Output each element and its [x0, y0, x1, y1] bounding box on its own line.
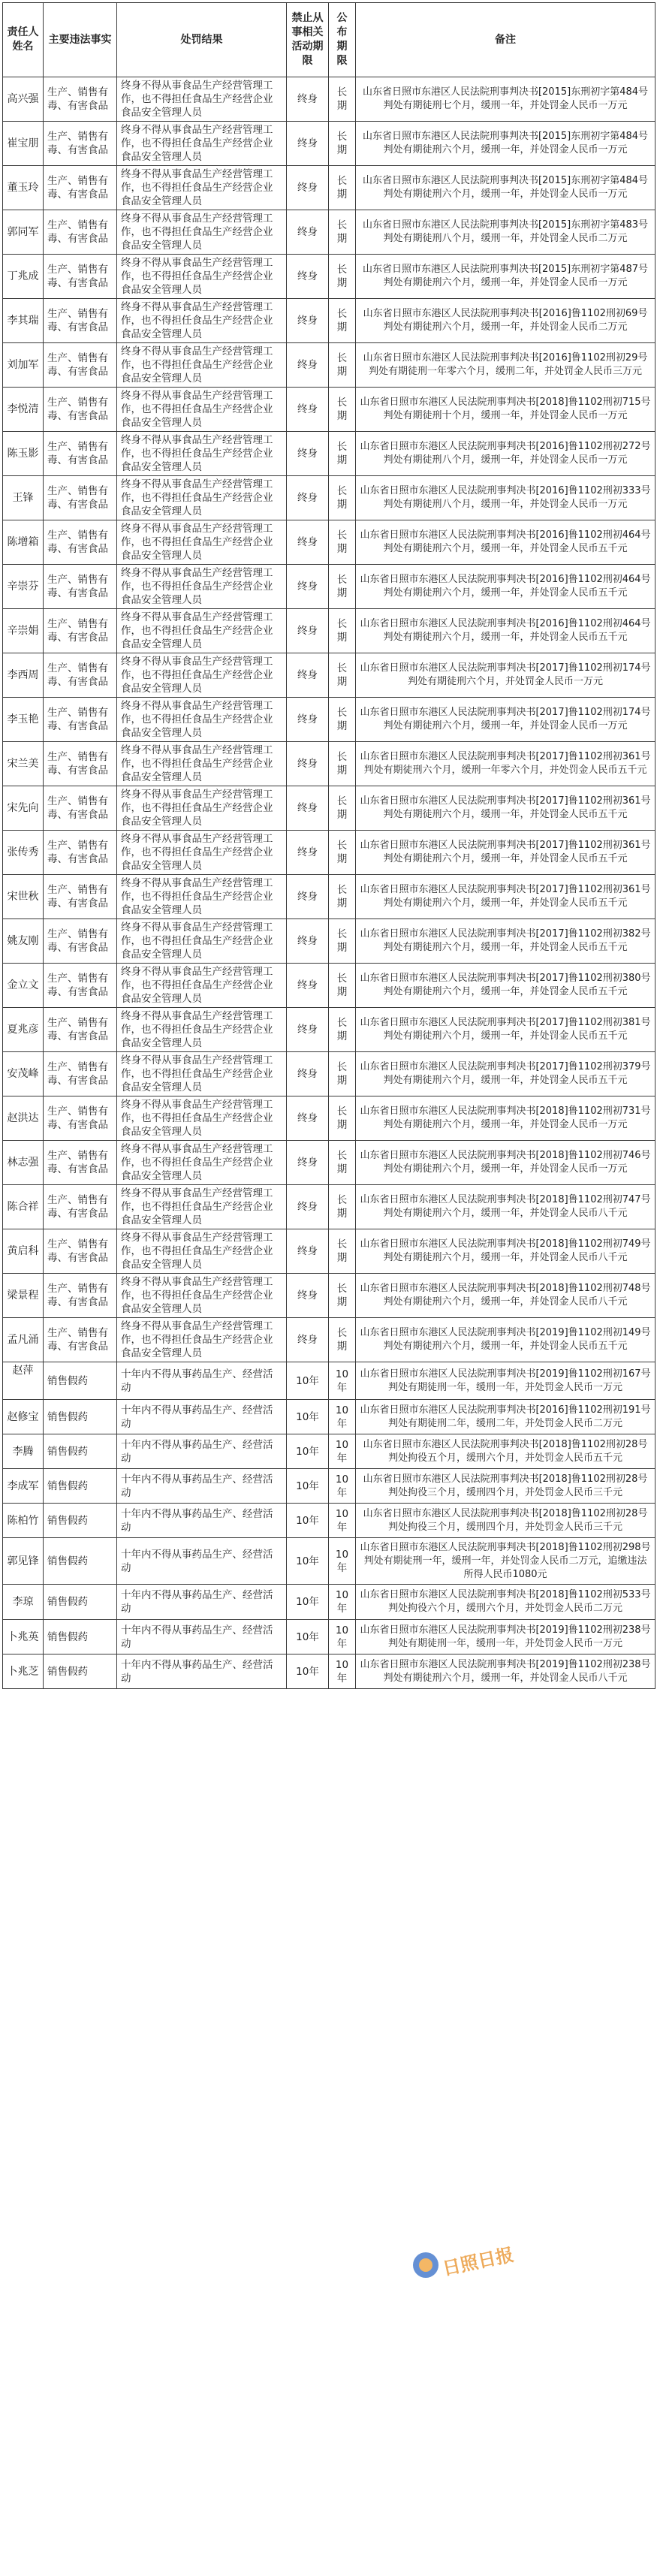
remark-text: 山东省日照市东港区人民法院刑事判决书[2016]鲁1102刑初69号判处有期徒刑六个月，缓刑一年，并处罚金人民币二万元 [356, 299, 655, 343]
publication-period: 长期 [329, 919, 356, 964]
violation-fact: 销售假药 [44, 1620, 117, 1654]
violation-fact: 生产、销售有毒、有害食品 [44, 77, 117, 122]
violation-fact: 生产、销售有毒、有害食品 [44, 255, 117, 299]
publication-period: 长期 [329, 343, 356, 388]
person-name: 李琼 [3, 1585, 44, 1620]
ban-period: 终身 [287, 1274, 329, 1318]
violation-fact: 生产、销售有毒、有害食品 [44, 698, 117, 742]
violation-fact: 销售假药 [44, 1504, 117, 1538]
person-name: 李腾 [3, 1434, 44, 1469]
header-public: 公布期限 [329, 3, 356, 77]
publication-period: 长期 [329, 122, 356, 166]
remark-text: 山东省日照市东港区人民法院刑事判决书[2018]鲁1102刑初746号判处有期徒刑六个月，缓刑一年，并处罚金人民币一万元 [356, 1141, 655, 1185]
ban-period: 终身 [287, 343, 329, 388]
penalty-result: 终身不得从事食品生产经营管理工作，也不得担任食品生产经营企业食品安全管理人员 [117, 476, 287, 520]
header-ban: 禁止从事相关活动期限 [287, 3, 329, 77]
violation-fact: 生产、销售有毒、有害食品 [44, 609, 117, 653]
table-row [3, 432, 655, 476]
table-row [3, 476, 655, 520]
remark-text: 山东省日照市东港区人民法院刑事判决书[2017]鲁1102刑初174号判处有期徒刑六个月，并处罚金人民币一万元 [356, 653, 655, 698]
ban-period: 10年 [287, 1362, 329, 1400]
penalty-result: 终身不得从事食品生产经营管理工作，也不得担任食品生产经营企业食品安全管理人员 [117, 1185, 287, 1229]
remark-text: 山东省日照市东港区人民法院刑事判决书[2017]鲁1102刑初381号判处有期徒刑六个月，缓刑一年，并处罚金人民币五千元 [356, 1008, 655, 1052]
violation-fact: 生产、销售有毒、有害食品 [44, 1318, 117, 1362]
person-name: 李玉艳 [3, 698, 44, 742]
penalty-result: 终身不得从事食品生产经营管理工作，也不得担任食品生产经营企业食品安全管理人员 [117, 210, 287, 255]
remark-text: 山东省日照市东港区人民法院刑事判决书[2016]鲁1102刑初272号判处有期徒刑八个月，缓刑一年，并处罚金人民币一万元 [356, 432, 655, 476]
ban-period: 终身 [287, 875, 329, 919]
remark-text: 山东省日照市东港区人民法院刑事判决书[2015]东刑初字第483号判处有期徒刑八个月，缓刑一年，并处罚金人民币二万元 [356, 210, 655, 255]
publication-period: 长期 [329, 1096, 356, 1141]
violation-fact: 生产、销售有毒、有害食品 [44, 1052, 117, 1096]
person-name: 赵萍 [3, 1362, 44, 1400]
violation-fact: 生产、销售有毒、有害食品 [44, 786, 117, 831]
table-row [3, 964, 655, 1008]
table-row [3, 786, 655, 831]
publication-period: 长期 [329, 432, 356, 476]
person-name: 黄启科 [3, 1229, 44, 1274]
table-row [3, 77, 655, 122]
remark-text: 山东省日照市东港区人民法院刑事判决书[2018]鲁1102刑初731号判处有期徒刑六个月，缓刑一年，并处罚金人民币一万元 [356, 1096, 655, 1141]
person-name: 丁兆成 [3, 255, 44, 299]
penalty-result: 终身不得从事食品生产经营管理工作，也不得担任食品生产经营企业食品安全管理人员 [117, 299, 287, 343]
table-row [3, 299, 655, 343]
penalty-result: 十年内不得从事药品生产、经营活动 [117, 1654, 287, 1689]
penalty-result: 终身不得从事食品生产经营管理工作，也不得担任食品生产经营企业食品安全管理人员 [117, 1052, 287, 1096]
ban-period: 终身 [287, 742, 329, 786]
publication-period: 10年 [329, 1654, 356, 1689]
penalty-result: 十年内不得从事药品生产、经营活动 [117, 1434, 287, 1469]
violation-fact: 销售假药 [44, 1538, 117, 1585]
person-name: 赵洪达 [3, 1096, 44, 1141]
table-row [3, 565, 655, 609]
violation-fact: 生产、销售有毒、有害食品 [44, 1141, 117, 1185]
penalty-result: 十年内不得从事药品生产、经营活动 [117, 1585, 287, 1620]
ban-period: 终身 [287, 77, 329, 122]
table-row [3, 1274, 655, 1318]
person-name: 李其瑞 [3, 299, 44, 343]
penalty-result: 终身不得从事食品生产经营管理工作，也不得担任食品生产经营企业食品安全管理人员 [117, 875, 287, 919]
ban-period: 终身 [287, 1141, 329, 1185]
remark-text: 山东省日照市东港区人民法院刑事判决书[2016]鲁1102刑初464号判处有期徒刑六个月，缓刑一年，并处罚金人民币五千元 [356, 565, 655, 609]
penalty-result: 终身不得从事食品生产经营管理工作，也不得担任食品生产经营企业食品安全管理人员 [117, 388, 287, 432]
ban-period: 终身 [287, 964, 329, 1008]
remark-text: 山东省日照市东港区人民法院刑事判决书[2017]鲁1102刑初361号判处有期徒刑六个月，缓刑一年零六个月，并处罚金人民币五千元 [356, 742, 655, 786]
penalty-result: 终身不得从事食品生产经营管理工作，也不得担任食品生产经营企业食品安全管理人员 [117, 919, 287, 964]
penalty-result: 终身不得从事食品生产经营管理工作，也不得担任食品生产经营企业食品安全管理人员 [117, 1318, 287, 1362]
penalty-result: 终身不得从事食品生产经营管理工作，也不得担任食品生产经营企业食品安全管理人员 [117, 1141, 287, 1185]
table-row [3, 122, 655, 166]
ban-period: 终身 [287, 388, 329, 432]
penalty-result: 终身不得从事食品生产经营管理工作，也不得担任食品生产经营企业食品安全管理人员 [117, 166, 287, 210]
table-row [3, 1400, 655, 1434]
penalty-result: 十年内不得从事药品生产、经营活动 [117, 1620, 287, 1654]
publication-period: 长期 [329, 653, 356, 698]
publication-period: 10年 [329, 1504, 356, 1538]
penalty-result: 终身不得从事食品生产经营管理工作，也不得担任食品生产经营企业食品安全管理人员 [117, 432, 287, 476]
penalty-result: 十年内不得从事药品生产、经营活动 [117, 1400, 287, 1434]
table-row [3, 875, 655, 919]
ban-period: 终身 [287, 1008, 329, 1052]
ban-period: 终身 [287, 476, 329, 520]
penalty-result: 十年内不得从事药品生产、经营活动 [117, 1362, 287, 1400]
person-name: 辛崇娟 [3, 609, 44, 653]
remark-text: 山东省日照市东港区人民法院刑事判决书[2016]鲁1102刑初191号判处有期徒刑二年，缓刑二年，并处罚金人民币二万元 [356, 1400, 655, 1434]
publication-period: 10年 [329, 1469, 356, 1504]
table-row [3, 1434, 655, 1469]
header-name: 责任人姓名 [3, 3, 44, 77]
person-name: 李成军 [3, 1469, 44, 1504]
publication-period: 长期 [329, 609, 356, 653]
table-row [3, 1469, 655, 1504]
penalty-result: 终身不得从事食品生产经营管理工作，也不得担任食品生产经营企业食品安全管理人员 [117, 964, 287, 1008]
violation-fact: 销售假药 [44, 1362, 117, 1400]
ban-period: 终身 [287, 299, 329, 343]
penalty-result: 终身不得从事食品生产经营管理工作，也不得担任食品生产经营企业食品安全管理人员 [117, 609, 287, 653]
person-name: 张传秀 [3, 831, 44, 875]
table-row [3, 1185, 655, 1229]
person-name: 董玉玲 [3, 166, 44, 210]
person-name: 陈玉影 [3, 432, 44, 476]
person-name: 李西周 [3, 653, 44, 698]
penalty-result: 终身不得从事食品生产经营管理工作，也不得担任食品生产经营企业食品安全管理人员 [117, 698, 287, 742]
violation-fact: 销售假药 [44, 1400, 117, 1434]
penalty-result: 终身不得从事食品生产经营管理工作，也不得担任食品生产经营企业食品安全管理人员 [117, 1229, 287, 1274]
remark-text: 山东省日照市东港区人民法院刑事判决书[2018]鲁1102刑初715号判处有期徒刑十个月，缓刑一年，并处罚金人民币一万元 [356, 388, 655, 432]
header-remark: 备注 [356, 3, 655, 77]
person-name: 李悦清 [3, 388, 44, 432]
penalty-result: 终身不得从事食品生产经营管理工作，也不得担任食品生产经营企业食品安全管理人员 [117, 122, 287, 166]
violation-fact: 生产、销售有毒、有害食品 [44, 210, 117, 255]
penalty-result: 终身不得从事食品生产经营管理工作，也不得担任食品生产经营企业食品安全管理人员 [117, 520, 287, 565]
penalty-result: 终身不得从事食品生产经营管理工作，也不得担任食品生产经营企业食品安全管理人员 [117, 255, 287, 299]
ban-period: 终身 [287, 122, 329, 166]
penalty-result: 终身不得从事食品生产经营管理工作，也不得担任食品生产经营企业食品安全管理人员 [117, 742, 287, 786]
remark-text: 山东省日照市东港区人民法院刑事判决书[2017]鲁1102刑初379号判处有期徒刑六个月，缓刑一年，并处罚金人民币五千元 [356, 1052, 655, 1096]
person-name: 卜兆芝 [3, 1654, 44, 1689]
person-name: 崔宝朋 [3, 122, 44, 166]
violation-fact: 生产、销售有毒、有害食品 [44, 565, 117, 609]
table-row [3, 1096, 655, 1141]
penalty-result: 十年内不得从事药品生产、经营活动 [117, 1538, 287, 1585]
table-row [3, 698, 655, 742]
person-name: 王锋 [3, 476, 44, 520]
person-name: 卜兆英 [3, 1620, 44, 1654]
person-name: 郭同军 [3, 210, 44, 255]
table-row [3, 919, 655, 964]
violation-fact: 生产、销售有毒、有害食品 [44, 476, 117, 520]
penalty-result: 终身不得从事食品生产经营管理工作，也不得担任食品生产经营企业食品安全管理人员 [117, 1274, 287, 1318]
person-name: 陈合祥 [3, 1185, 44, 1229]
table-row [3, 742, 655, 786]
publication-period: 长期 [329, 964, 356, 1008]
person-name: 姚友刚 [3, 919, 44, 964]
violation-fact: 生产、销售有毒、有害食品 [44, 166, 117, 210]
violation-fact: 生产、销售有毒、有害食品 [44, 1096, 117, 1141]
violation-fact: 销售假药 [44, 1654, 117, 1689]
violation-fact: 生产、销售有毒、有害食品 [44, 520, 117, 565]
penalty-result: 终身不得从事食品生产经营管理工作，也不得担任食品生产经营企业食品安全管理人员 [117, 343, 287, 388]
ban-period: 终身 [287, 255, 329, 299]
violation-fact: 销售假药 [44, 1434, 117, 1469]
remark-text: 山东省日照市东港区人民法院刑事判决书[2018]鲁1102刑初298号判处有期徒刑一年，缓刑一年，并处罚金人民币二万元，追缴违法所得人民币1080元 [356, 1538, 655, 1585]
publication-period: 长期 [329, 1229, 356, 1274]
table-row [3, 388, 655, 432]
table-row [3, 520, 655, 565]
publication-period: 长期 [329, 1185, 356, 1229]
publication-period: 10年 [329, 1585, 356, 1620]
person-name: 陈增箱 [3, 520, 44, 565]
remark-text: 山东省日照市东港区人民法院刑事判决书[2018]鲁1102刑初28号判处拘役三个月，缓刑四个月，并处罚金人民币三千元 [356, 1504, 655, 1538]
publication-period: 10年 [329, 1434, 356, 1469]
person-name: 郭见锋 [3, 1538, 44, 1585]
ban-period: 10年 [287, 1620, 329, 1654]
publication-period: 长期 [329, 786, 356, 831]
penalty-result: 终身不得从事食品生产经营管理工作，也不得担任食品生产经营企业食品安全管理人员 [117, 77, 287, 122]
violation-fact: 生产、销售有毒、有害食品 [44, 388, 117, 432]
ban-period: 终身 [287, 1096, 329, 1141]
person-name: 林志强 [3, 1141, 44, 1185]
ban-period: 10年 [287, 1538, 329, 1585]
ban-period: 终身 [287, 609, 329, 653]
remark-text: 山东省日照市东港区人民法院刑事判决书[2017]鲁1102刑初380号判处有期徒刑六个月，缓刑一年，并处罚金人民币五千元 [356, 964, 655, 1008]
remark-text: 山东省日照市东港区人民法院刑事判决书[2015]东刑初字第484号判处有期徒刑七个月，缓刑一年，并处罚金人民币一万元 [356, 77, 655, 122]
publication-period: 长期 [329, 299, 356, 343]
table-row [3, 609, 655, 653]
table-row [3, 1538, 655, 1585]
violation-fact: 生产、销售有毒、有害食品 [44, 919, 117, 964]
ban-period: 终身 [287, 1185, 329, 1229]
person-name: 陈柏竹 [3, 1504, 44, 1538]
table-header-row [3, 3, 655, 77]
violation-fact: 生产、销售有毒、有害食品 [44, 1274, 117, 1318]
remark-text: 山东省日照市东港区人民法院刑事判决书[2016]鲁1102刑初333号判处有期徒刑八个月，缓刑一年，并处罚金人民币一万元 [356, 476, 655, 520]
table-row [3, 255, 655, 299]
publication-period: 10年 [329, 1400, 356, 1434]
remark-text: 山东省日照市东港区人民法院刑事判决书[2015]东刑初字第484号判处有期徒刑六个月，缓刑一年，并处罚金人民币一万元 [356, 122, 655, 166]
table-row [3, 1141, 655, 1185]
penalty-result: 终身不得从事食品生产经营管理工作，也不得担任食品生产经营企业食品安全管理人员 [117, 653, 287, 698]
ban-period: 10年 [287, 1400, 329, 1434]
table-row [3, 343, 655, 388]
publication-period: 长期 [329, 1008, 356, 1052]
publication-period: 长期 [329, 520, 356, 565]
person-name: 宋兰美 [3, 742, 44, 786]
ban-period: 终身 [287, 786, 329, 831]
penalty-result: 终身不得从事食品生产经营管理工作，也不得担任食品生产经营企业食品安全管理人员 [117, 831, 287, 875]
publication-period: 长期 [329, 1274, 356, 1318]
publication-period: 长期 [329, 698, 356, 742]
violation-fact: 生产、销售有毒、有害食品 [44, 1008, 117, 1052]
publication-period: 长期 [329, 565, 356, 609]
remark-text: 山东省日照市东港区人民法院刑事判决书[2018]鲁1102刑初28号判处拘役三个月，缓刑四个月，并处罚金人民币三千元 [356, 1469, 655, 1504]
remark-text: 山东省日照市东港区人民法院刑事判决书[2017]鲁1102刑初361号判处有期徒刑六个月，缓刑一年，并处罚金人民币五千元 [356, 875, 655, 919]
ban-period: 终身 [287, 210, 329, 255]
person-name: 安茂峰 [3, 1052, 44, 1096]
violation-fact: 生产、销售有毒、有害食品 [44, 875, 117, 919]
publication-period: 10年 [329, 1620, 356, 1654]
ban-period: 终身 [287, 166, 329, 210]
violation-fact: 生产、销售有毒、有害食品 [44, 653, 117, 698]
penalty-result: 终身不得从事食品生产经营管理工作，也不得担任食品生产经营企业食品安全管理人员 [117, 1096, 287, 1141]
table-row [3, 653, 655, 698]
violation-fact: 销售假药 [44, 1469, 117, 1504]
remark-text: 山东省日照市东港区人民法院刑事判决书[2019]鲁1102刑初149号判处有期徒刑六个月，缓刑一年，并处罚金人民币五千元 [356, 1318, 655, 1362]
table-row [3, 1362, 655, 1400]
publication-period: 长期 [329, 742, 356, 786]
violation-fact: 销售假药 [44, 1585, 117, 1620]
penalty-result: 终身不得从事食品生产经营管理工作，也不得担任食品生产经营企业食品安全管理人员 [117, 786, 287, 831]
table-row [3, 1229, 655, 1274]
penalty-result: 十年内不得从事药品生产、经营活动 [117, 1504, 287, 1538]
remark-text: 山东省日照市东港区人民法院刑事判决书[2016]鲁1102刑初464号判处有期徒刑六个月，缓刑一年，并处罚金人民币五千元 [356, 520, 655, 565]
remark-text: 山东省日照市东港区人民法院刑事判决书[2018]鲁1102刑初749号判处有期徒刑六个月，缓刑一年，并处罚金人民币八千元 [356, 1229, 655, 1274]
violation-fact: 生产、销售有毒、有害食品 [44, 432, 117, 476]
table-row [3, 166, 655, 210]
person-name: 金立文 [3, 964, 44, 1008]
ban-period: 终身 [287, 831, 329, 875]
violation-fact: 生产、销售有毒、有害食品 [44, 299, 117, 343]
ban-period: 终身 [287, 1052, 329, 1096]
ban-period: 10年 [287, 1434, 329, 1469]
remark-text: 山东省日照市东港区人民法院刑事判决书[2016]鲁1102刑初464号判处有期徒刑六个月，缓刑一年，并处罚金人民币五千元 [356, 609, 655, 653]
table-row [3, 1318, 655, 1362]
remark-text: 山东省日照市东港区人民法院刑事判决书[2018]鲁1102刑初28号判处拘役五个月，缓刑六个月，并处罚金人民币五千元 [356, 1434, 655, 1469]
violation-fact: 生产、销售有毒、有害食品 [44, 343, 117, 388]
remark-text: 山东省日照市东港区人民法院刑事判决书[2017]鲁1102刑初174号判处有期徒刑六个月，缓刑一年，并处罚金人民币一万元 [356, 698, 655, 742]
table-row [3, 1620, 655, 1654]
publication-period: 长期 [329, 388, 356, 432]
publication-period: 10年 [329, 1362, 356, 1400]
publication-period: 长期 [329, 875, 356, 919]
publication-period: 长期 [329, 1052, 356, 1096]
violation-fact: 生产、销售有毒、有害食品 [44, 964, 117, 1008]
ban-period: 终身 [287, 520, 329, 565]
table-row [3, 831, 655, 875]
person-name: 刘加军 [3, 343, 44, 388]
remark-text: 山东省日照市东港区人民法院刑事判决书[2019]鲁1102刑初238号判处有期徒刑六个月，缓刑一年，并处罚金人民币八千元 [356, 1654, 655, 1689]
person-name: 夏兆彦 [3, 1008, 44, 1052]
ban-period: 终身 [287, 919, 329, 964]
violation-fact: 生产、销售有毒、有害食品 [44, 122, 117, 166]
table-row [3, 1654, 655, 1689]
publication-period: 长期 [329, 1318, 356, 1362]
publication-period: 10年 [329, 1538, 356, 1585]
newspaper-watermark-logo [409, 2229, 537, 2289]
person-name: 高兴强 [3, 77, 44, 122]
violation-fact: 生产、销售有毒、有害食品 [44, 742, 117, 786]
header-penalty: 处罚结果 [117, 3, 287, 77]
publication-period: 长期 [329, 166, 356, 210]
remark-text: 山东省日照市东港区人民法院刑事判决书[2017]鲁1102刑初382号判处有期徒刑六个月，缓刑一年，并处罚金人民币五千元 [356, 919, 655, 964]
remark-text: 山东省日照市东港区人民法院刑事判决书[2016]鲁1102刑初29号判处有期徒刑一年零六个月，缓刑二年，并处罚金人民币三万元 [356, 343, 655, 388]
violation-fact: 生产、销售有毒、有害食品 [44, 1229, 117, 1274]
penalty-table [2, 2, 655, 1689]
publication-period: 长期 [329, 831, 356, 875]
table-row [3, 1008, 655, 1052]
svg-text:日照日报: 日照日报 [440, 2243, 516, 2280]
ban-period: 终身 [287, 565, 329, 609]
penalty-result: 终身不得从事食品生产经营管理工作，也不得担任食品生产经营企业食品安全管理人员 [117, 1008, 287, 1052]
ban-period: 终身 [287, 432, 329, 476]
ban-period: 终身 [287, 1229, 329, 1274]
person-name: 宋先向 [3, 786, 44, 831]
remark-text: 山东省日照市东港区人民法院刑事判决书[2015]东刑初字第484号判处有期徒刑六个月，缓刑一年，并处罚金人民币一万元 [356, 166, 655, 210]
remark-text: 山东省日照市东港区人民法院刑事判决书[2017]鲁1102刑初361号判处有期徒刑六个月，缓刑一年，并处罚金人民币五千元 [356, 786, 655, 831]
person-name: 辛崇芬 [3, 565, 44, 609]
publication-period: 长期 [329, 255, 356, 299]
table-row [3, 210, 655, 255]
person-name: 赵修宝 [3, 1400, 44, 1434]
person-name: 梁景程 [3, 1274, 44, 1318]
ban-period: 终身 [287, 698, 329, 742]
person-name: 宋世秋 [3, 875, 44, 919]
violation-fact: 生产、销售有毒、有害食品 [44, 831, 117, 875]
table-row [3, 1504, 655, 1538]
remark-text: 山东省日照市东港区人民法院刑事判决书[2019]鲁1102刑初167号判处有期徒刑一年，缓刑一年，并处罚金人民币一万元 [356, 1362, 655, 1400]
remark-text: 山东省日照市东港区人民法院刑事判决书[2018]鲁1102刑初747号判处有期徒刑六个月，缓刑一年，并处罚金人民币八千元 [356, 1185, 655, 1229]
ban-period: 10年 [287, 1504, 329, 1538]
publication-period: 长期 [329, 476, 356, 520]
remark-text: 山东省日照市东港区人民法院刑事判决书[2018]鲁1102刑初748号判处有期徒刑六个月，缓刑一年，并处罚金人民币八千元 [356, 1274, 655, 1318]
ban-period: 10年 [287, 1585, 329, 1620]
table-row [3, 1052, 655, 1096]
remark-text: 山东省日照市东港区人民法院刑事判决书[2019]鲁1102刑初238号判处有期徒刑一年，缓刑一年，并处罚金人民币一万元 [356, 1620, 655, 1654]
remark-text: 山东省日照市东港区人民法院刑事判决书[2017]鲁1102刑初361号判处有期徒刑六个月，缓刑一年，并处罚金人民币五千元 [356, 831, 655, 875]
publication-period: 长期 [329, 1141, 356, 1185]
table-row [3, 1585, 655, 1620]
remark-text: 山东省日照市东港区人民法院刑事判决书[2015]东刑初字第487号判处有期徒刑六个月，缓刑一年，并处罚金人民币一万元 [356, 255, 655, 299]
person-name: 孟凡涌 [3, 1318, 44, 1362]
remark-text: 山东省日照市东港区人民法院刑事判决书[2018]鲁1102刑初533号判处拘役六个月，缓刑六个月，并处罚金人民币二万元 [356, 1585, 655, 1620]
ban-period: 终身 [287, 653, 329, 698]
penalty-result: 十年内不得从事药品生产、经营活动 [117, 1469, 287, 1504]
ban-period: 终身 [287, 1318, 329, 1362]
penalty-result: 终身不得从事食品生产经营管理工作，也不得担任食品生产经营企业食品安全管理人员 [117, 565, 287, 609]
publication-period: 长期 [329, 77, 356, 122]
ban-period: 10年 [287, 1469, 329, 1504]
header-fact: 主要违法事实 [44, 3, 117, 77]
publication-period: 长期 [329, 210, 356, 255]
violation-fact: 生产、销售有毒、有害食品 [44, 1185, 117, 1229]
ban-period: 10年 [287, 1654, 329, 1689]
